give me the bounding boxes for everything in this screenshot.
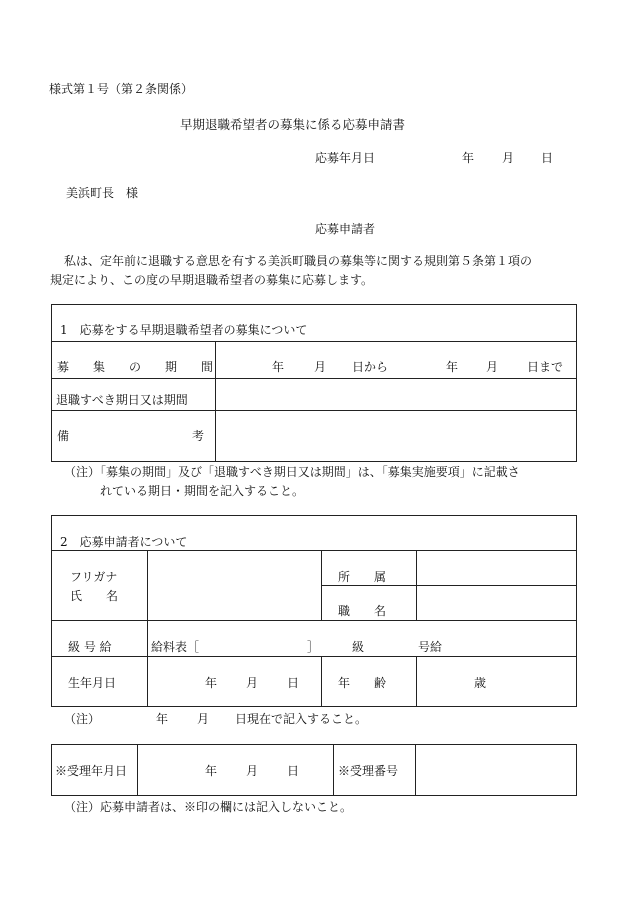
section1-note-line-1: （注）「募集の期間」及び「退職すべき期日又は期間」は、「募集実施要項」に記載さ: [64, 465, 520, 479]
section2-note-month[interactable]: 月: [197, 712, 210, 726]
name-field[interactable]: [152, 555, 316, 615]
apply-date-day[interactable]: 日: [541, 151, 554, 165]
period-from-day[interactable]: 日から: [352, 360, 389, 374]
section1-heading: 1 応募をする早期退職希望者の募集について: [60, 323, 308, 337]
position-field[interactable]: [421, 590, 571, 616]
period-to-day[interactable]: 日まで: [527, 360, 564, 374]
salary-table-field[interactable]: 給料表［ ］: [151, 640, 320, 654]
section2-column-divider: [416, 550, 417, 620]
grade-field[interactable]: 級: [352, 640, 365, 654]
affiliation-label: 所 属: [338, 570, 387, 584]
section2-column-divider: [321, 550, 322, 620]
section1-divider: [51, 378, 577, 379]
remarks-label-end: 考: [192, 429, 205, 443]
apply-date-label: 応募年月日: [315, 151, 376, 165]
section2-divider: [321, 585, 577, 586]
period-from-year[interactable]: 年: [272, 360, 285, 374]
reception-number-field[interactable]: [420, 750, 570, 790]
remarks-label-start: 備: [57, 429, 70, 443]
section2-column-divider: [416, 656, 417, 707]
section2-note-year[interactable]: 年: [156, 712, 169, 726]
section1-divider: [51, 341, 577, 342]
section2-divider: [51, 550, 577, 551]
step-field[interactable]: 号給: [418, 640, 443, 654]
section1-column-divider: [215, 341, 216, 462]
apply-date-year[interactable]: 年: [462, 151, 475, 165]
remarks-field[interactable]: [220, 415, 570, 457]
reception-date-label: ※受理年月日: [55, 764, 128, 778]
intro-line-2: 規定により、この度の早期退職希望者の募集に応募します。: [50, 273, 374, 287]
reception-column-divider: [333, 744, 334, 796]
birth-date-label: 生年月日: [68, 676, 117, 690]
period-label: 募 集 の 期 間: [57, 360, 214, 374]
section2-column-divider: [147, 550, 148, 707]
apply-date-month[interactable]: 月: [502, 151, 515, 165]
birth-year[interactable]: 年: [205, 676, 218, 690]
applicant-label: 応募申請者: [315, 222, 376, 236]
name-label: 氏 名: [70, 589, 119, 603]
section2-divider: [51, 620, 577, 621]
section2-column-divider: [321, 656, 322, 707]
addressee: 美浜町長 様: [66, 186, 139, 200]
form-number: 様式第１号（第２条関係）: [49, 82, 194, 96]
section2-note-text: 日現在で記入すること。: [235, 712, 368, 726]
birth-month[interactable]: 月: [246, 676, 259, 690]
furigana-label: フリガナ: [70, 570, 118, 584]
birth-day[interactable]: 日: [287, 676, 300, 690]
reception-note: （注）応募申請者は、※印の欄には記入しないこと。: [64, 800, 353, 814]
age-field[interactable]: 歳: [474, 676, 487, 690]
reception-number-label: ※受理番号: [338, 764, 399, 778]
reception-column-divider: [137, 744, 138, 796]
retire-date-field[interactable]: [220, 384, 570, 406]
affiliation-field[interactable]: [421, 555, 571, 581]
section2-heading: 2 応募申請者について: [60, 535, 188, 549]
period-to-year[interactable]: 年: [446, 360, 459, 374]
reception-day[interactable]: 日: [287, 764, 300, 778]
age-label: 年 齢: [338, 676, 387, 690]
period-from-month[interactable]: 月: [314, 360, 327, 374]
intro-line-1: 私は、定年前に退職する意思を有する美浜町職員の募集等に関する規則第５条第１項の: [64, 254, 533, 268]
retire-date-label: 退職すべき期日又は期間: [56, 393, 188, 407]
position-label: 職 名: [338, 604, 387, 618]
grade-step-label: 級 号 給: [68, 640, 112, 654]
period-to-month[interactable]: 月: [486, 360, 499, 374]
reception-year[interactable]: 年: [205, 764, 218, 778]
reception-column-divider: [415, 744, 416, 796]
section1-divider: [51, 410, 577, 411]
section1-note-line-2: れている期日・期間を記入すること。: [100, 484, 305, 498]
section2-divider: [51, 656, 577, 657]
section2-note-prefix: （注）: [64, 712, 101, 726]
document-title: 早期退職希望者の募集に係る応募申請書: [180, 117, 406, 132]
reception-month[interactable]: 月: [246, 764, 259, 778]
